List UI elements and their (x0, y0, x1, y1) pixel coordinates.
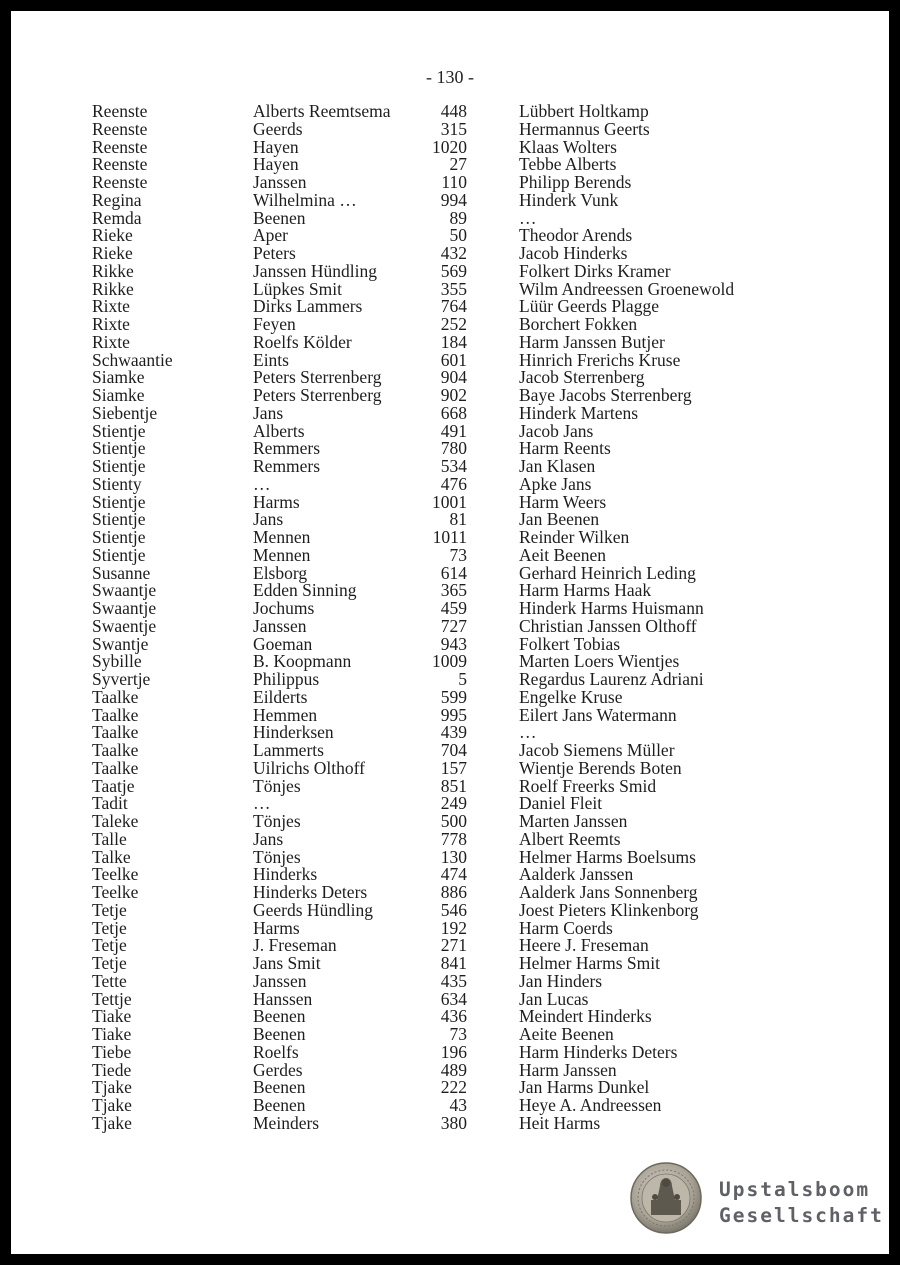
spouse-name: Regardus Laurenz Adriani (519, 669, 704, 689)
spouse-name: Helmer Harms Boelsums (519, 846, 696, 867)
surname: Hemmen (253, 704, 318, 725)
document-page (11, 11, 889, 1254)
first-name: Rikke (92, 260, 134, 281)
register-row (11, 544, 889, 565)
register-row (11, 757, 889, 778)
record-number: 534 (440, 456, 467, 476)
spouse-name: Hermannus Geerts (519, 118, 650, 139)
register-list (11, 103, 889, 1133)
first-name: Stientje (92, 420, 146, 441)
surname: J. Freseman (253, 935, 337, 956)
surname: Peters Sterrenberg (253, 367, 382, 388)
logo-line-2: Gesellschaft (719, 1204, 884, 1227)
surname: … (253, 473, 271, 494)
surname: Jans Smit (253, 953, 321, 973)
first-name: Stientje (92, 509, 146, 530)
record-number: 459 (440, 598, 467, 618)
first-name: Rieke (92, 243, 133, 263)
first-name: Stientje (92, 527, 146, 547)
record-number: 668 (440, 402, 467, 423)
record-number: 130 (440, 846, 467, 867)
spouse-name: Helmer Harms Smit (519, 953, 660, 973)
record-number: 73 (449, 544, 467, 565)
spouse-name: Harm Weers (519, 491, 607, 512)
surname: Aper (253, 225, 288, 246)
first-name: Teelke (92, 864, 139, 885)
record-number: 474 (440, 864, 467, 885)
register-row (11, 1041, 889, 1062)
surname: Mennen (253, 544, 311, 565)
surname: Eilderts (253, 686, 308, 707)
record-number: 43 (449, 1095, 467, 1115)
surname: Elsborg (253, 562, 308, 583)
register-row (11, 828, 889, 849)
surname: Janssen (253, 970, 307, 991)
spouse-name: Borchert Fokken (519, 314, 638, 334)
first-name: Taalke (92, 686, 139, 707)
first-name: Taalke (92, 757, 139, 778)
spouse-name: Reinder Wilken (519, 527, 630, 547)
spouse-name: Wientje Berends Boten (519, 757, 682, 778)
spouse-name: Jacob Jans (519, 420, 594, 441)
first-name: Tetje (92, 899, 127, 920)
spouse-name: … (519, 722, 537, 743)
record-number: 764 (440, 296, 467, 317)
spouse-name: Lüür Geerds Plagge (519, 296, 659, 317)
spouse-name: Engelke Kruse (519, 686, 623, 707)
record-number: 1011 (432, 527, 467, 547)
spouse-name: Klaas Wolters (519, 136, 617, 157)
record-number: 5 (458, 669, 467, 689)
spouse-name: Jan Beenen (519, 509, 600, 530)
surname: Uilrichs Olthoff (253, 757, 365, 778)
surname: Roelfs (253, 1041, 299, 1062)
surname: Feyen (253, 314, 296, 334)
record-number: 27 (449, 154, 467, 175)
surname: Tönjes (253, 775, 301, 796)
record-number: 249 (440, 793, 467, 814)
first-name: Swaentje (92, 615, 157, 636)
surname: Tönjes (253, 811, 301, 831)
spouse-name: Baye Jacobs Sterrenberg (519, 385, 692, 405)
first-name: Talke (92, 846, 131, 867)
surname: Janssen (253, 615, 307, 636)
first-name: Taalke (92, 704, 139, 725)
spouse-name: Harm Janssen Butjer (519, 331, 665, 352)
first-name: Siamke (92, 385, 145, 405)
spouse-name: Harm Coerds (519, 917, 613, 938)
first-name: Taatje (92, 775, 135, 796)
record-number: 1009 (432, 651, 467, 672)
surname: Hinderksen (253, 722, 334, 743)
first-name: Swaantje (92, 598, 157, 618)
first-name: Rixte (92, 314, 130, 334)
first-name: Tetje (92, 935, 127, 956)
spouse-name: Folkert Tobias (519, 633, 621, 654)
surname: Harms (253, 917, 300, 938)
publisher-logo (629, 1161, 884, 1233)
register-row (11, 118, 889, 139)
record-number: 704 (440, 740, 467, 760)
first-name: Rikke (92, 278, 134, 299)
surname: Beenen (253, 1006, 306, 1027)
surname: Alberts (253, 420, 305, 441)
first-name: Sybille (92, 651, 142, 672)
record-number: 448 (440, 101, 467, 121)
register-row (11, 686, 889, 707)
surname: Hayen (253, 154, 299, 175)
first-name: Reenste (92, 154, 148, 175)
spouse-name: Folkert Dirks Kramer (519, 260, 671, 281)
first-name: Stientje (92, 491, 146, 512)
first-name: Tjake (92, 1112, 132, 1133)
surname: Geerds Hündling (253, 899, 374, 920)
record-number: 994 (440, 189, 467, 210)
first-name: Tettje (92, 988, 132, 1009)
first-name: Tadit (92, 793, 128, 814)
surname: Jans (253, 828, 284, 849)
record-number: 89 (449, 207, 467, 228)
surname: Remmers (253, 438, 321, 459)
first-name: Tiede (92, 1059, 132, 1080)
spouse-name: Aeit Beenen (519, 544, 606, 565)
surname: Beenen (253, 1095, 306, 1115)
record-number: 943 (440, 633, 467, 654)
surname: Jans (253, 402, 284, 423)
first-name: Tetje (92, 953, 127, 973)
spouse-name: Aalderk Janssen (519, 864, 634, 885)
record-number: 634 (440, 988, 467, 1009)
record-number: 435 (440, 970, 467, 991)
first-name: Tjake (92, 1095, 132, 1115)
surname: Peters (253, 243, 296, 263)
first-name: Regina (92, 189, 142, 210)
spouse-name: Hinderk Harms Huismann (519, 598, 704, 618)
spouse-name: Lübbert Holtkamp (519, 101, 649, 121)
surname: Eints (253, 349, 289, 370)
spouse-name: Hinderk Vunk (519, 189, 619, 210)
page-number: - 130 - (426, 67, 474, 87)
first-name: Reenste (92, 136, 148, 157)
record-number: 778 (440, 828, 467, 849)
record-number: 886 (440, 882, 467, 902)
record-number: 432 (440, 243, 467, 263)
surname: Meinders (253, 1112, 320, 1133)
spouse-name: Harm Harms Haak (519, 580, 652, 601)
record-number: 252 (440, 314, 467, 334)
record-number: 157 (440, 757, 467, 778)
spouse-name: Meindert Hinderks (519, 1006, 652, 1027)
spouse-name: Marten Loers Wientjes (519, 651, 680, 672)
record-number: 271 (440, 935, 467, 956)
first-name: Reenste (92, 101, 148, 121)
spouse-name: Jacob Siemens Müller (519, 740, 675, 760)
record-number: 1020 (432, 136, 467, 157)
record-number: 196 (440, 1041, 467, 1062)
record-number: 355 (440, 278, 467, 299)
surname: Hanssen (253, 988, 313, 1009)
record-number: 995 (440, 704, 467, 725)
register-row (11, 970, 889, 991)
record-number: 727 (440, 615, 467, 636)
record-number: 365 (440, 580, 467, 601)
first-name: Teelke (92, 882, 139, 902)
record-number: 569 (440, 260, 467, 281)
spouse-name: Jacob Sterrenberg (519, 367, 645, 388)
first-name: Tiebe (92, 1041, 132, 1062)
spouse-name: Heere J. Freseman (519, 935, 649, 956)
record-number: 73 (449, 1024, 467, 1044)
spouse-name: Theodor Arends (519, 225, 633, 246)
spouse-name: Harm Hinderks Deters (519, 1041, 678, 1062)
spouse-name: Albert Reemts (519, 828, 621, 849)
surname: Philippus (253, 669, 320, 689)
spouse-name: Hinrich Frerichs Kruse (519, 349, 681, 370)
upstalsboom-seal-icon (629, 1161, 707, 1239)
surname: Hayen (253, 136, 299, 157)
register-row (11, 189, 889, 210)
record-number: 546 (440, 899, 467, 920)
record-number: 601 (440, 349, 467, 370)
surname: Goeman (253, 633, 313, 654)
surname: Tönjes (253, 846, 301, 867)
spouse-name: Harm Janssen (519, 1059, 617, 1080)
surname: Edden Sinning (253, 580, 357, 601)
spouse-name: Eilert Jans Watermann (519, 704, 677, 725)
first-name: Stienty (92, 473, 142, 494)
record-number: 491 (440, 420, 467, 441)
logo-line-1: Upstalsboom (719, 1178, 871, 1201)
spouse-name: Gerhard Heinrich Leding (519, 562, 696, 583)
first-name: Taalke (92, 722, 139, 743)
surname: Jans (253, 509, 284, 530)
first-name: Stientje (92, 544, 146, 565)
surname: Alberts Reemtsema (253, 101, 391, 121)
register-row (11, 473, 889, 494)
spouse-name: … (519, 207, 537, 228)
first-name: Reenste (92, 118, 148, 139)
record-number: 222 (440, 1077, 467, 1098)
record-number: 902 (440, 385, 467, 405)
spouse-name: Wilm Andreessen Groenewold (519, 278, 735, 299)
record-number: 50 (449, 225, 467, 246)
spouse-name: Jacob Hinderks (519, 243, 628, 263)
spouse-name: Christian Janssen Olthoff (519, 615, 697, 636)
spouse-name: Joest Pieters Klinkenborg (519, 899, 699, 920)
record-number: 851 (440, 775, 467, 796)
spouse-name: Roelf Freerks Smid (519, 775, 657, 796)
first-name: Susanne (92, 562, 151, 583)
record-number: 904 (440, 367, 467, 388)
spouse-name: Marten Janssen (519, 811, 628, 831)
record-number: 614 (440, 562, 467, 583)
first-name: Siamke (92, 367, 145, 388)
first-name: Schwaantie (92, 349, 173, 370)
surname: Geerds (253, 118, 303, 139)
surname: Hinderks (253, 864, 318, 885)
first-name: Siebentje (92, 402, 158, 423)
spouse-name: Jan Hinders (519, 970, 603, 991)
spouse-name: Heit Harms (519, 1112, 601, 1133)
surname: Janssen Hündling (253, 260, 377, 281)
record-number: 1001 (432, 491, 467, 512)
spouse-name: Hinderk Martens (519, 402, 639, 423)
register-row (11, 1112, 889, 1133)
surname: Remmers (253, 456, 321, 476)
record-number: 436 (440, 1006, 467, 1027)
record-number: 192 (440, 917, 467, 938)
surname: Peters Sterrenberg (253, 385, 382, 405)
record-number: 439 (440, 722, 467, 743)
surname: Beenen (253, 1077, 306, 1098)
first-name: Remda (92, 207, 142, 228)
first-name: Rieke (92, 225, 133, 246)
first-name: Stientje (92, 438, 146, 459)
first-name: Talle (92, 828, 127, 849)
first-name: Tjake (92, 1077, 132, 1098)
spouse-name: Heye A. Andreessen (519, 1095, 662, 1115)
surname: Dirks Lammers (253, 296, 363, 317)
first-name: Tiake (92, 1006, 132, 1027)
surname: Lüpkes Smit (253, 278, 342, 299)
spouse-name: Harm Reents (519, 438, 611, 459)
record-number: 380 (440, 1112, 467, 1133)
record-number: 500 (440, 811, 467, 831)
surname: Janssen (253, 172, 307, 192)
surname: Gerdes (253, 1059, 303, 1080)
first-name: Rixte (92, 331, 130, 352)
surname: Wilhelmina … (253, 189, 357, 210)
record-number: 476 (440, 473, 467, 494)
first-name: Swaantje (92, 580, 157, 601)
spouse-name: Apke Jans (519, 473, 592, 494)
surname: B. Koopmann (253, 651, 352, 672)
first-name: Syvertje (92, 669, 151, 689)
surname: Harms (253, 491, 300, 512)
first-name: Tetje (92, 917, 127, 938)
register-row (11, 331, 889, 352)
first-name: Taleke (92, 811, 139, 831)
record-number: 780 (440, 438, 467, 459)
spouse-name: Aalderk Jans Sonnenberg (519, 882, 698, 902)
record-number: 599 (440, 686, 467, 707)
surname: Mennen (253, 527, 311, 547)
record-number: 841 (440, 953, 467, 973)
first-name: Swantje (92, 633, 149, 654)
first-name: Reenste (92, 172, 148, 192)
spouse-name: Jan Lucas (519, 988, 589, 1009)
first-name: Tette (92, 970, 127, 991)
surname: … (253, 793, 271, 814)
spouse-name: Jan Harms Dunkel (519, 1077, 650, 1098)
surname: Beenen (253, 207, 306, 228)
record-number: 81 (449, 509, 467, 530)
surname: Jochums (253, 598, 315, 618)
record-number: 184 (440, 331, 467, 352)
record-number: 110 (441, 172, 467, 192)
first-name: Taalke (92, 740, 139, 760)
spouse-name: Aeite Beenen (519, 1024, 614, 1044)
register-row (11, 260, 889, 281)
surname: Hinderks Deters (253, 882, 368, 902)
register-row (11, 899, 889, 920)
first-name: Stientje (92, 456, 146, 476)
register-row (11, 402, 889, 423)
spouse-name: Jan Klasen (519, 456, 596, 476)
register-row (11, 615, 889, 636)
spouse-name: Philipp Berends (519, 172, 632, 192)
surname: Roelfs Kölder (253, 331, 352, 352)
record-number: 489 (440, 1059, 467, 1080)
surname: Lammerts (253, 740, 324, 760)
first-name: Tiake (92, 1024, 132, 1044)
record-number: 315 (440, 118, 467, 139)
first-name: Rixte (92, 296, 130, 317)
spouse-name: Daniel Fleit (519, 793, 603, 814)
spouse-name: Tebbe Alberts (519, 154, 617, 175)
surname: Beenen (253, 1024, 306, 1044)
